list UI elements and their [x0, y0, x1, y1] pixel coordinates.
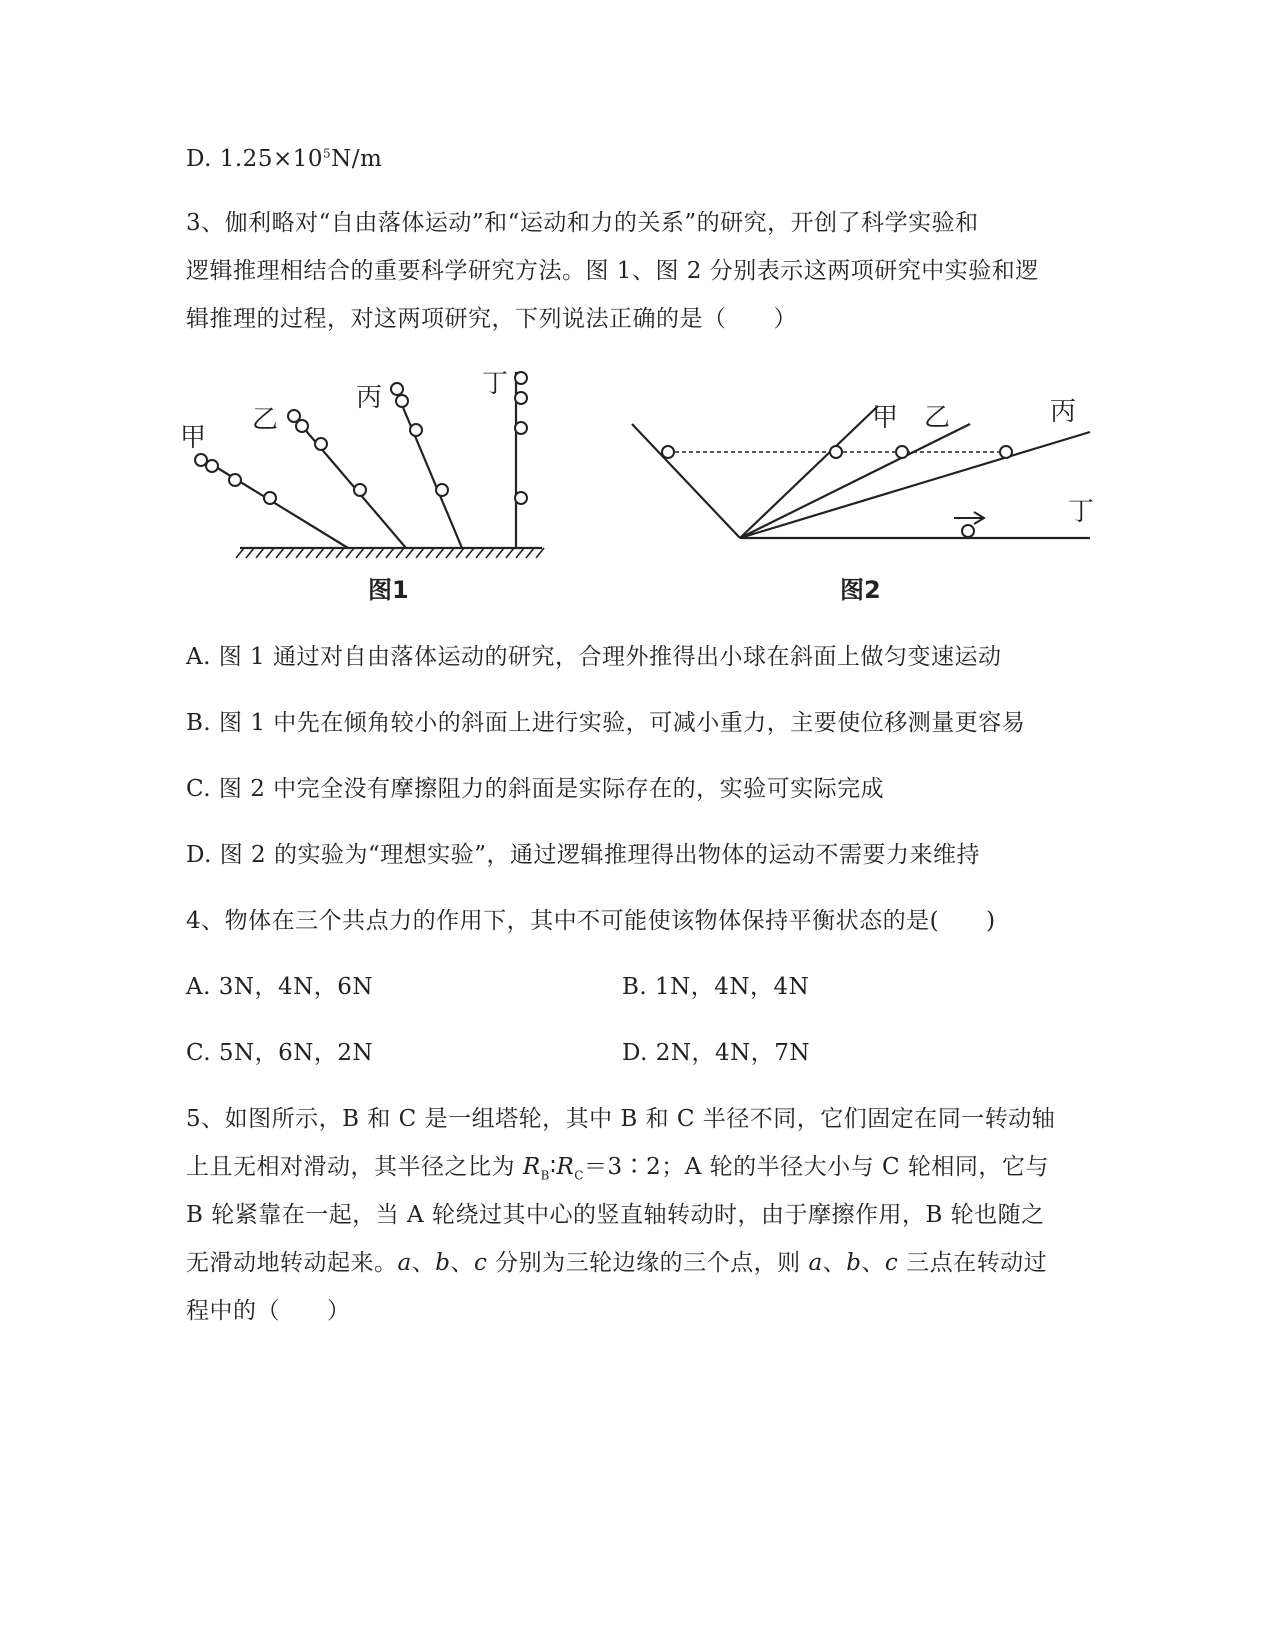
q5-line-4 [186, 1248, 1047, 1278]
q5-ratio-colon: ∶ [549, 1154, 557, 1180]
q5-line-5: 程中的（ ） [186, 1298, 351, 1324]
fig1-incline-yi [290, 412, 406, 548]
q4-option-a: A. 3N，4N，6N [186, 974, 374, 1000]
fig2-label-jia: 甲 [872, 403, 899, 433]
q3-option-d: D. 图 2 的实验为“理想实验”，通过逻辑推理得出物体的运动不需要力来维持 [186, 842, 981, 868]
q3-option-b: B. 图 1 中先在倾角较小的斜面上进行实验，可减小重力，主要使位移测量更容易 [186, 710, 1026, 736]
q3-option-a: A. 图 1 通过对自由落体运动的研究，合理外推得出小球在斜面上做匀变速运动 [186, 644, 1002, 670]
fig1-label-ding: 丁 [482, 369, 509, 399]
q5-radius-c: R [556, 1154, 575, 1180]
q5-line-2-text-b: ＝3∶2；A 轮的半径大小与 C 轮相同，它与 [583, 1154, 1049, 1180]
q5-point-a-2: a [808, 1250, 823, 1276]
fig2-label-ding: 丁 [1068, 497, 1095, 527]
q3-stem-line-1: 3、伽利略对“自由落体运动”和“运动和力的关系”的研究，开创了科学实验和 [186, 210, 979, 236]
prev-option-d-unit: N/m [331, 146, 383, 172]
q5-line-4-text-c: 三点在转动过 [898, 1250, 1048, 1276]
q4-stem: 4、物体在三个共点力的作用下，其中不可能使该物体保持平衡状态的是( ) [186, 908, 996, 934]
q3-option-c: C. 图 2 中完全没有摩擦阻力的斜面是实际存在的，实验可实际完成 [186, 776, 885, 802]
fig1-label-bing: 丙 [356, 383, 383, 413]
fig2-incline-bing [740, 432, 1090, 538]
figure-2 [628, 380, 1108, 620]
q5-sep-3: 、 [822, 1250, 847, 1276]
fig2-balls [662, 446, 1012, 537]
q5-sep-1: 、 [411, 1250, 436, 1276]
q5-line-2-text-a: 上且无相对滑动，其半径之比为 [186, 1154, 523, 1180]
fig1-label-jia: 甲 [180, 423, 207, 453]
fig1-caption: 图1 [368, 576, 409, 604]
fig1-ground-hatch [236, 548, 544, 558]
q5-point-c: c [473, 1250, 488, 1276]
q4-option-b: B. 1N，4N，4N [622, 974, 810, 1000]
q4-option-d: D. 2N，4N，7N [622, 1040, 811, 1066]
q5-radius-c-subscript: C [574, 1168, 584, 1183]
prev-option-d-exponent: 5 [323, 146, 332, 161]
q3-stem-line-2: 逻辑推理相结合的重要科学研究方法。图 1、图 2 分别表示这两项研究中实验和逻 [186, 258, 1039, 284]
fig2-left-incline [632, 424, 740, 538]
q4-options-row-2 [186, 1038, 811, 1068]
figure-1 [180, 360, 560, 620]
prev-option-d-prefix: D. 1.25×10 [186, 146, 323, 172]
fig2-caption: 图2 [840, 576, 881, 604]
prev-option-d [186, 144, 382, 174]
fig2-label-bing: 丙 [1050, 397, 1077, 427]
q4-options-row-1 [186, 972, 810, 1002]
q5-point-a: a [397, 1250, 412, 1276]
fig2-incline-yi [740, 424, 970, 538]
q5-line-2 [186, 1152, 1049, 1182]
q5-point-b-2: b [846, 1250, 862, 1276]
q5-line-3: B 轮紧靠在一起，当 A 轮绕过其中心的竖直轴转动时，由于摩擦作用，B 轮也随之 [186, 1202, 1045, 1228]
q5-line-4-text-a: 无滑动地转动起来。 [186, 1250, 398, 1276]
q5-point-c-2: c [884, 1250, 899, 1276]
q4-option-c: C. 5N，6N，2N [186, 1040, 374, 1066]
q5-radius-b: R [522, 1154, 541, 1180]
fig2-label-yi: 乙 [924, 403, 951, 433]
q5-radius-b-subscript: B [540, 1168, 550, 1183]
q5-sep-2: 、 [450, 1250, 474, 1276]
q5-point-b: b [435, 1250, 451, 1276]
q5-line-4-text-b: 分别为三轮边缘的三个点，则 [487, 1250, 809, 1276]
fig1-incline-bing [394, 386, 462, 548]
q5-sep-4: 、 [861, 1250, 885, 1276]
q3-stem-line-3: 辑推理的过程，对这两项研究，下列说法正确的是（ ） [186, 306, 797, 332]
q5-line-1: 5、如图所示，B 和 C 是一组塔轮，其中 B 和 C 半径不同，它们固定在同一转动轴 [186, 1106, 1056, 1132]
fig1-label-yi: 乙 [252, 405, 279, 435]
